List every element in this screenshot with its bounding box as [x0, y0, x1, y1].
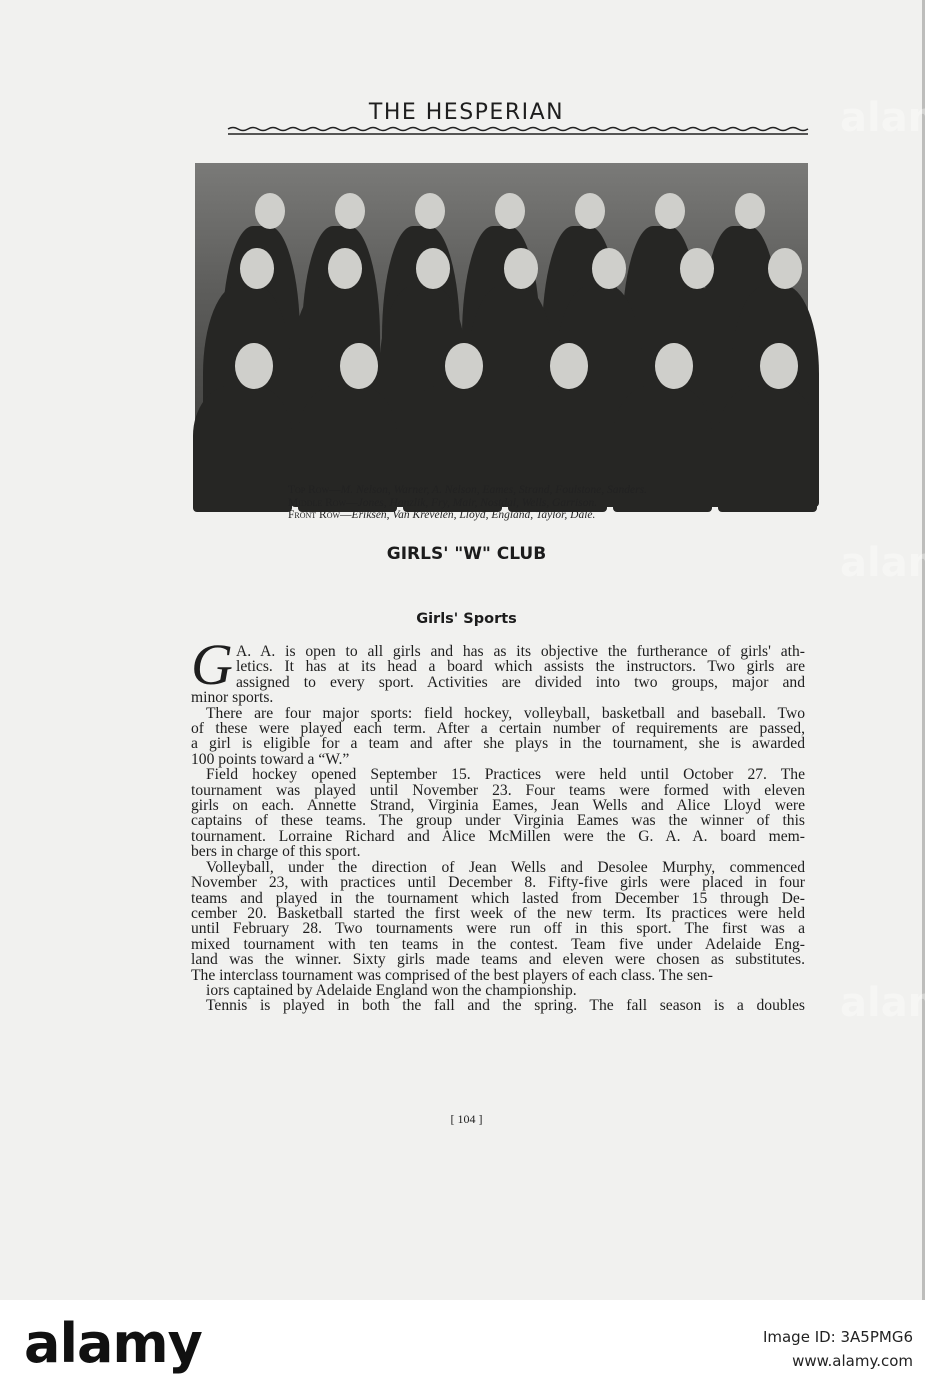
drop-cap: G: [191, 632, 233, 697]
body-line: A. A. is open to all girls and has as its objective the furtherance of girls' ath-: [236, 643, 805, 660]
person-face: [235, 343, 273, 389]
person-face: [255, 193, 285, 229]
body-line: assigned to every sport. Activities are divided into two groups, major and: [236, 673, 805, 691]
caption-top-row: [288, 484, 647, 497]
caption-row-names: Eriksen, Van Krevelen, Lloyd, England, Taylor, Dale.: [351, 509, 596, 521]
caption-row-label: Top Row—: [288, 484, 341, 496]
body-line: land was the winner. Sixty girls made teams and eleven were chosen as substitutes.: [191, 951, 805, 969]
watermark-text: alam: [840, 95, 949, 141]
body-line: tournament. Lorraine Richard and Alice McMillen were the G. A. A. board mem-: [191, 827, 805, 845]
page-number: [ 104 ]: [450, 1112, 483, 1126]
body-line: letics. It has at its head a board which assists the instructors. Two girls are: [236, 658, 805, 676]
body-line: The interclass tournament was comprised of the best players of each class. The sen-: [191, 966, 713, 984]
body-line: mixed tournament with ten teams in the contest. Team five under Adelaide Eng-: [191, 935, 805, 953]
image-id: Image ID: 3A5PMG6: [762, 1328, 913, 1346]
subsection-title: Girls' Sports: [416, 611, 517, 627]
watermark-text: alam: [840, 980, 949, 1026]
person-face: [768, 248, 802, 289]
caption-row-label: Middle Row—: [288, 496, 358, 509]
body-line: minor sports.: [191, 689, 274, 707]
person-face: [415, 193, 445, 229]
caption-middle-row: [288, 497, 647, 510]
caption-row-names: M. Nelson, Warner, A. Nelson, Eames, Strand, Foulstone, Sanders.: [340, 484, 647, 496]
alamy-logo: alamy: [24, 1312, 202, 1375]
body-line: a girl is eligible for a team and after she plays in the tournament, she is awarded: [191, 735, 805, 753]
body-line: bers in charge of this sport.: [191, 843, 361, 861]
person-face: [335, 193, 365, 229]
decorative-wave-rule: [228, 126, 808, 136]
person-face: [655, 193, 685, 229]
body-line: There are four major sports: field hockey, volleyball, basketball and baseball. Two: [206, 704, 805, 722]
person-face: [655, 343, 693, 389]
person-face: [328, 248, 362, 289]
person-face: [240, 248, 274, 289]
person-body: [193, 385, 292, 512]
group-photo: [195, 163, 808, 470]
watermark-text: alam: [840, 540, 949, 586]
body-line: November 23, with practices until December 8. Fifty-five girls were placed in four: [191, 874, 805, 892]
body-line: until February 28. Two tournaments were run off in this sport. The first was a: [191, 920, 805, 938]
body-line: of these were played each term. After a certain number of requirements are passed,: [191, 720, 805, 738]
caption-front-row: [288, 509, 647, 522]
image-id-block: [763, 1325, 913, 1373]
body-line: Field hockey opened September 15. Practices were held until October 27. The: [206, 766, 805, 784]
person-face: [592, 248, 626, 289]
body-line: girls on each. Annette Strand, Virginia Eames, Jean Wells and Alice Lloyd were: [191, 797, 805, 815]
person-face: [340, 343, 378, 389]
body-line: Tennis is played in both the fall and the spring. The fall season is a doubles: [206, 997, 805, 1015]
body-line: 100 points toward a “W.”: [191, 750, 350, 768]
article-body: [191, 644, 805, 1014]
person-face: [760, 343, 798, 389]
photo-caption: [288, 484, 647, 522]
person-face: [495, 193, 525, 229]
person-face: [504, 248, 538, 289]
image-url: www.alamy.com: [792, 1352, 913, 1370]
person-face: [550, 343, 588, 389]
person-face: [416, 248, 450, 289]
body-line: cember 20. Basketball started the first week of the new term. Its practices were held: [191, 904, 805, 922]
body-line: Volleyball, under the direction of Jean Wells and Desolee Murphy, commenced: [206, 858, 805, 876]
caption-row-label: Front Row—: [288, 509, 352, 521]
body-line: tournament was played until November 23. Four teams were formed with eleven: [191, 781, 805, 799]
person-face: [735, 193, 765, 229]
person-face: [680, 248, 714, 289]
body-line: captains of these teams. The group under Virginia Eames was the winner of this: [191, 812, 805, 830]
page-header-title: THE HESPERIAN: [368, 100, 565, 125]
section-title: GIRLS' "W" CLUB: [386, 544, 547, 564]
person-face: [445, 343, 483, 389]
body-line: teams and played in the tournament which lasted from December 15 through De-: [191, 889, 805, 907]
caption-row-names: Jones, Hanzlik, Fry, Mair, Nostdal, Wells, Garrison.: [357, 496, 598, 509]
body-line: iors captained by Adelaide England won the championship.: [206, 981, 577, 999]
person-face: [575, 193, 605, 229]
person-body: [718, 385, 817, 512]
